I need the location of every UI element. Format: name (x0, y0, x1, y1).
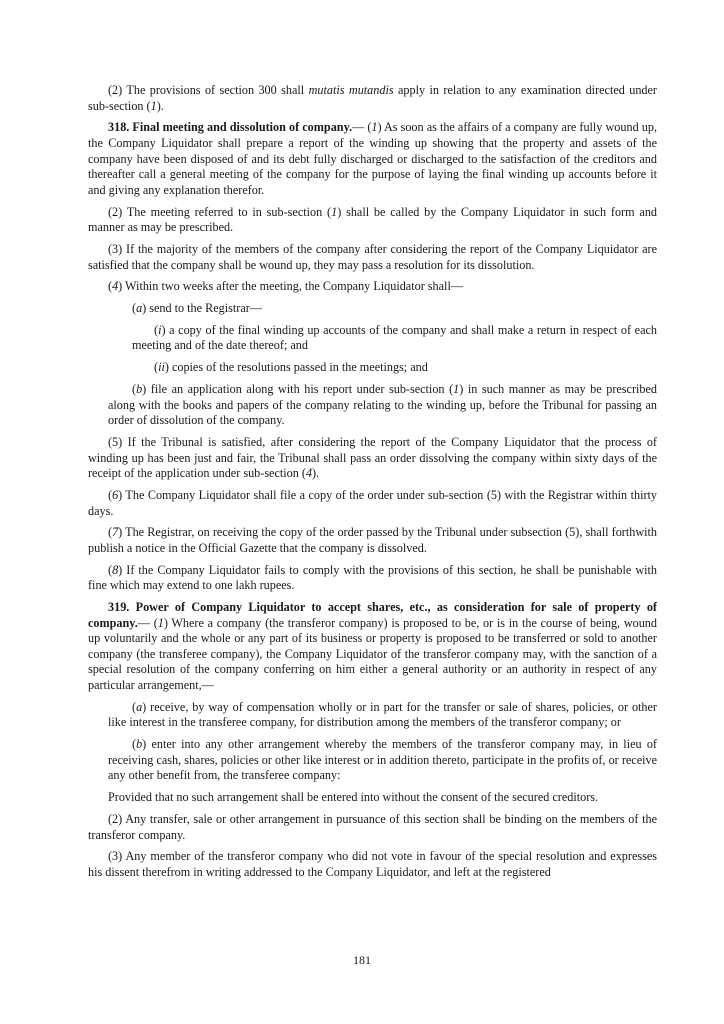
text-run: apply in relation to any examination directed under sub-section ( (88, 83, 657, 113)
text-run: ( (132, 737, 137, 752)
text-run: ( (132, 382, 137, 396)
s319-paragraph-1 (88, 600, 657, 694)
s318-clause-b (88, 382, 657, 429)
text-run: ) If the Company Liquidator fails to comply with the provisions of this section, he shall be punishable with fine which may extend to one lakh rupees. (88, 562, 657, 593)
document-body (88, 83, 657, 887)
text-run: ) copies of the resolutions passed in the meetings; and (164, 360, 428, 375)
page-number: 181 (353, 953, 371, 967)
italic-numeral: i (158, 322, 162, 337)
text-run: ) send to the Registrar— (142, 301, 262, 316)
s318-subsection-6 (88, 488, 657, 519)
italic-numeral: ii (158, 360, 165, 375)
italic-number: 7 (112, 525, 119, 540)
text-run: ) The Registrar, on receiving the copy of the order passed by the Tribunal under subsection (5), shall forthwith publish a notice in the Official Gazette that the company is dissolved. (88, 525, 657, 555)
text-run: ( (108, 487, 113, 502)
text-run: ) As soon as the affairs of a company are fully wound up, the Company Liquidator shall prepare a report of the winding up showing that the property and assets of the company have been disposed of and its debt fully discharged or discharged to the satisfaction of the creditors and thereafter call a general meeting of the company for the purpose of laying the final winding up accounts before it and giving any explanation therefor. (88, 120, 657, 197)
text-run: ) enter into any other arrangement whereby the members of the transferor company may, in lieu of receiving cash, shares, policies or other like interest or in addition thereto, participate in the profits of, or receive any other benefit from, the transferee company: (108, 737, 657, 783)
s319-clause-a (88, 700, 657, 731)
text-run: ). (156, 98, 164, 113)
section-318-heading: 318. Final meeting and dissolution of company. (108, 120, 353, 135)
italic-number: 1 (331, 204, 338, 219)
s300-paragraph (88, 83, 657, 114)
s319-subsection-3: (3) Any member of the transferor company who did not vote in favour of the special resolution and expresses his dissent therefrom in writing addressed to the Company Liquidator, and left at the registered (88, 849, 657, 879)
text-run: ( (154, 322, 159, 337)
italic-number: 4 (112, 279, 119, 294)
s319-clause-b (88, 737, 657, 784)
text-run: ). (312, 466, 320, 481)
text-run: ( (154, 360, 159, 375)
text-run: ( (132, 301, 137, 316)
s318-clause-a (88, 301, 657, 317)
s318-subclause-i (88, 323, 657, 354)
italic-letter: b (136, 382, 143, 396)
s318-subsection-5 (88, 435, 657, 482)
text-run: (2) The meeting referred to in sub-section ( (108, 204, 332, 219)
italic-term: mutatis mutandis (308, 83, 394, 97)
s318-subclause-ii (88, 360, 657, 376)
italic-number: 1 (157, 615, 164, 630)
text-run: — ( (137, 615, 158, 630)
text-run: ( (108, 562, 113, 577)
s318-subsection-7 (88, 525, 657, 556)
s318-paragraph-1 (88, 120, 657, 198)
s318-subsection-8 (88, 563, 657, 594)
text-run: ) file an application along with his report under sub-section ( (142, 382, 454, 396)
text-run: ( (132, 699, 137, 714)
italic-letter: a (136, 699, 143, 714)
italic-letter: b (136, 737, 143, 752)
italic-number: 1 (150, 98, 157, 113)
italic-number: 6 (112, 487, 119, 502)
text-run: ( (108, 525, 113, 540)
text-run: ) shall be called by the Company Liquidator in such form and manner as may be prescribed. (88, 204, 658, 235)
text-run: ) a copy of the final winding up accounts of the company and shall make a return in respect of each meeting and of the date thereof; and (132, 322, 657, 353)
italic-number: 1 (453, 382, 460, 396)
text-run: ) receive, by way of compensation wholly or in part for the transfer or sale of shares, policies, or other like interest in the transferee company, for distribution among the members of the transferor company; or (108, 699, 657, 730)
s319-subsection-2: (2) Any transfer, sale or other arrangement in pursuance of this section shall be binding on the members of the transferor company. (88, 811, 657, 842)
text-run: ) Where a company (the transferor company) is proposed to be, or is in the course of being, wound up voluntarily and the whole or any part of its business or property is proposed to be transferred or sold to another company (the transferee company), the Company Liquidator of the transferor company may, with the sanction of a special resolution of the company conferring on him either a general authority or an authority in respect of any particular arrangement,— (88, 615, 657, 693)
s318-subsection-4 (88, 279, 657, 295)
italic-number: 1 (371, 120, 378, 135)
s318-subsection-3: (3) If the majority of the members of the company after considering the report of the Company Liquidator are satisfied that the company shall be wound up, they may pass a resolution for its dissolution. (88, 241, 657, 272)
text-run: ) in such manner as may be prescribed along with the books and papers of the company relating to the winding up, before the Tribunal for passing an order of dissolution of the company. (108, 382, 657, 428)
text-run: ) Within two weeks after the meeting, the Company Liquidator shall— (118, 279, 464, 294)
italic-number: 8 (112, 562, 119, 577)
section-319-heading: 319. Power of Company Liquidator to accept shares, etc., as consideration for sale of property of company. (88, 600, 657, 630)
s318-subsection-2 (88, 205, 657, 236)
italic-number: 4 (305, 466, 313, 481)
italic-letter: a (136, 301, 143, 316)
text-run: — ( (352, 120, 372, 135)
text-run: ( (108, 279, 113, 294)
text-run: (5) If the Tribunal is satisfied, after considering the report of the Company Liquidator that the process of winding up has been just and fair, the Tribunal shall pass an order dissolving the company within sixty days of the receipt of the application under sub-section ( (88, 434, 657, 481)
text-run: (2) The provisions of section 300 shall (108, 83, 309, 97)
s319-proviso: Provided that no such arrangement shall be entered into without the consent of the secured creditors. (108, 790, 599, 805)
text-run: ) The Company Liquidator shall file a copy of the order under sub-section (5) with the Registrar within thirty days. (88, 487, 657, 518)
